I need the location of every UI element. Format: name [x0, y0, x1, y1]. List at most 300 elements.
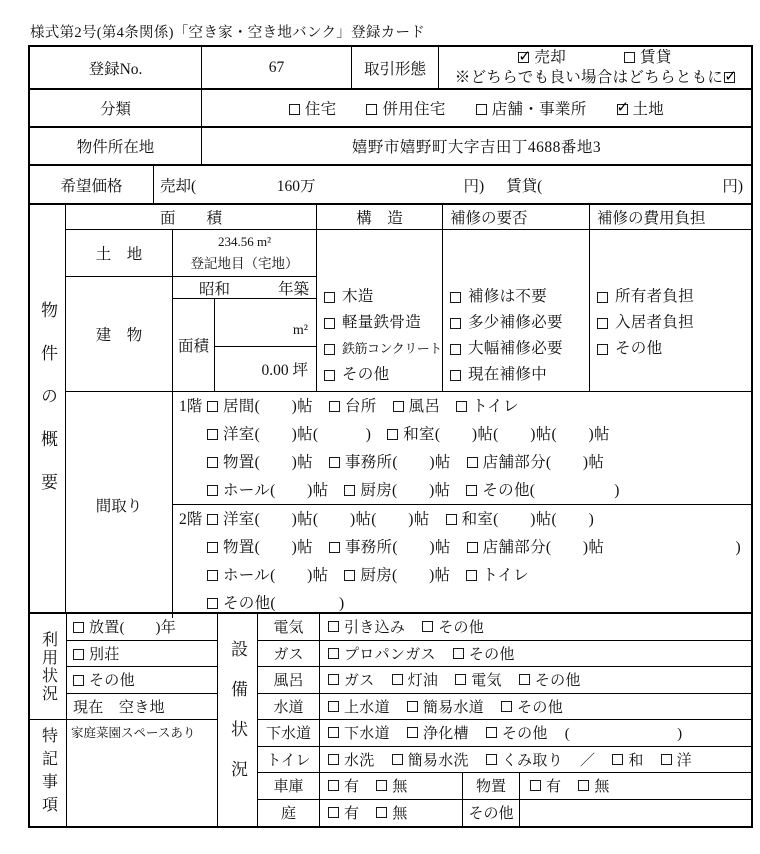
- repair-options: [443, 230, 590, 392]
- row-location: [30, 128, 751, 166]
- floor2-label: 2階: [179, 511, 203, 528]
- bath-electric-checkbox[interactable]: [455, 674, 466, 685]
- combined-residence-label: 併用住宅: [382, 101, 446, 118]
- japanese-room-option: [446, 506, 594, 534]
- room-other-checkbox[interactable]: [466, 485, 477, 496]
- header-area: 面 積: [66, 205, 317, 230]
- usage-other-checkbox[interactable]: [73, 675, 84, 686]
- light-steel-checkbox[interactable]: [324, 318, 335, 329]
- garden-no-label: 無: [392, 806, 408, 823]
- notes-section-label-text: 特記事項: [39, 727, 57, 819]
- simple-flush-label: 簡易水洗: [407, 752, 469, 769]
- simple-flush-option: [392, 749, 469, 770]
- floor2-block: [173, 505, 751, 618]
- shop-office-option: [476, 97, 587, 119]
- light-steel-option: [324, 310, 442, 336]
- storage-option: [207, 449, 313, 477]
- power-connected-label: 引き込み: [344, 620, 406, 637]
- sewer-option: [328, 722, 390, 743]
- garden-yes-label: 有: [344, 806, 360, 823]
- header-repair-cost: 補修の費用負担: [590, 205, 751, 230]
- western-room-option: [207, 421, 371, 449]
- toilet-label: トイレ: [472, 398, 519, 415]
- outline-section-label: [30, 205, 66, 612]
- form-table: [28, 45, 753, 828]
- storage-label: 物置( )帖: [223, 454, 313, 471]
- usage-item-other: [67, 667, 218, 694]
- hall-label: ホール( )帖: [223, 567, 329, 584]
- facility-name-garage: 車庫: [258, 773, 320, 800]
- floor1-lines: [207, 393, 751, 504]
- japanese-room-option: [387, 421, 610, 449]
- living-room-checkbox[interactable]: [207, 401, 218, 412]
- toilet-option: [456, 393, 519, 421]
- reinforced-concrete-option: [324, 336, 442, 362]
- storage-option: [207, 534, 313, 562]
- public-water-checkbox[interactable]: [328, 701, 339, 712]
- toilet-option: [466, 562, 529, 590]
- building-area-label: 面積: [173, 299, 215, 392]
- combined-residence-option: [366, 97, 445, 119]
- room-other-label: その他( ): [223, 595, 345, 612]
- facility-options-gas: [320, 641, 751, 668]
- garden-no-checkbox[interactable]: [376, 807, 387, 818]
- notes-content: 家庭菜園スペースあり: [67, 720, 218, 826]
- cost-other-option: [597, 336, 751, 362]
- toilet-label: トイレ: [482, 567, 529, 584]
- shop-part-label: 店舗部分( )帖: [482, 539, 605, 556]
- septic-tank-option: [407, 722, 469, 743]
- price-sale-close: 円): [463, 177, 485, 195]
- sewer-other-checkbox[interactable]: [486, 727, 497, 738]
- propane-gas-option: [328, 643, 436, 664]
- floor-plan-label: 間取り: [66, 392, 173, 618]
- pit-toilet-checkbox[interactable]: [486, 754, 497, 765]
- reg-no-label: 登録No.: [30, 47, 202, 88]
- western-style-label: 洋: [676, 752, 692, 769]
- japanese-style-checkbox[interactable]: [612, 754, 623, 765]
- tenant-pays-option: [597, 310, 751, 336]
- garden-yes-option: [328, 802, 359, 823]
- rent-label: 賃貸: [640, 48, 672, 66]
- water-other-option: [501, 696, 563, 717]
- shed-yes-option: [530, 775, 561, 796]
- facilities-section-label-text: 設備状況: [228, 640, 247, 800]
- bath-label: 風呂: [408, 398, 441, 415]
- usage-item-villa: [67, 641, 218, 668]
- abandoned-years-checkbox[interactable]: [73, 622, 84, 633]
- bath-electric-label: 電気: [471, 673, 502, 690]
- western-room-option: [207, 506, 430, 534]
- water-other-checkbox[interactable]: [501, 701, 512, 712]
- deal-type-options: [439, 47, 751, 88]
- stray-paren-label: ): [735, 539, 741, 556]
- under-repair-option: [450, 362, 589, 388]
- flush-toilet-option: [328, 749, 375, 770]
- land-label: 土 地: [66, 230, 173, 277]
- sewer-other-option: [486, 722, 548, 743]
- header-structure: 構 造: [317, 205, 443, 230]
- major-repair-checkbox[interactable]: [450, 344, 461, 355]
- simple-flush-checkbox[interactable]: [392, 754, 403, 765]
- sewer-other-detail-option: [565, 722, 683, 743]
- public-water-option: [328, 696, 390, 717]
- pit-toilet-label: くみ取り: [501, 752, 564, 769]
- facility-options-electricity: [320, 614, 751, 641]
- facility-name-garden: 庭: [258, 800, 320, 827]
- commercial-kitchen-checkbox[interactable]: [344, 570, 355, 581]
- section-usage-facilities: [30, 614, 751, 826]
- villa-checkbox[interactable]: [73, 649, 84, 660]
- living-room-option: [207, 393, 313, 421]
- kitchen-option: [329, 393, 377, 421]
- owner-pays-option: [597, 284, 751, 310]
- japanese-room-label: 和室( )帖( ): [461, 511, 595, 528]
- building-area-tsubo: 0.00 坪: [215, 347, 317, 392]
- tenant-pays-checkbox[interactable]: [597, 318, 608, 329]
- gas-other-label: その他: [468, 646, 515, 663]
- either-both-option: [723, 68, 735, 88]
- japanese-room-label: 和室( )帖( )帖( )帖: [403, 426, 610, 443]
- usage-other-label: その他: [89, 673, 135, 690]
- septic-tank-label: 浄化槽: [422, 726, 469, 743]
- residence-checkbox[interactable]: [289, 104, 300, 115]
- reinforced-concrete-label: 鉄筋コンクリート: [342, 341, 442, 356]
- facility-name-shed: 物置: [463, 773, 520, 800]
- flush-toilet-checkbox[interactable]: [328, 754, 339, 765]
- propane-gas-checkbox[interactable]: [328, 648, 339, 659]
- flush-toilet-label: 水洗: [344, 752, 375, 769]
- garage-no-option: [376, 775, 407, 796]
- public-water-label: 上水道: [344, 699, 390, 716]
- office-checkbox[interactable]: [329, 457, 340, 468]
- sewer-other-detail-label: ( ): [564, 726, 683, 743]
- bath-kerosene-checkbox[interactable]: [392, 674, 403, 685]
- floor2-line-3: [207, 562, 747, 590]
- bath-other-option: [519, 669, 581, 690]
- usage-other-option: [73, 669, 135, 690]
- tenant-pays-label: 入居者負担: [615, 314, 695, 331]
- facility-name-toilet: トイレ: [258, 747, 320, 774]
- western-style-checkbox[interactable]: [661, 754, 672, 765]
- sale-label: 売却: [534, 48, 566, 66]
- facility-options-water: [320, 694, 751, 721]
- hall-option: [207, 562, 328, 590]
- currently-vacant-lot-label: 現在 空き地: [73, 699, 165, 716]
- western-room-label: 洋室( )帖( )帖( )帖: [223, 511, 430, 528]
- price-rent-prefix: 賃貸(: [506, 177, 543, 195]
- commercial-kitchen-checkbox[interactable]: [344, 485, 355, 496]
- land-label: 土地: [632, 101, 665, 118]
- major-repair-label: 大幅補修必要: [468, 340, 563, 357]
- living-room-label: 居間( )帖: [223, 398, 313, 415]
- toilet-checkbox[interactable]: [456, 401, 467, 412]
- bath-kerosene-option: [392, 669, 439, 690]
- reinforced-concrete-checkbox[interactable]: [324, 344, 335, 355]
- office-checkbox[interactable]: [329, 542, 340, 553]
- land-value: [173, 230, 317, 277]
- shed-no-checkbox[interactable]: [578, 780, 589, 791]
- facility-options-toilet: [320, 747, 751, 774]
- shed-no-option: [578, 775, 609, 796]
- deal-note-line: [455, 68, 735, 88]
- page-title: 様式第2号(第4条関係)「空き家・空き地バンク」登録カード: [30, 25, 426, 41]
- residence-option: [289, 97, 337, 119]
- owner-pays-label: 所有者負担: [615, 288, 695, 305]
- stray-paren-option: [736, 534, 747, 562]
- gas-other-checkbox[interactable]: [453, 648, 464, 659]
- price-sale-value: 160万: [276, 177, 316, 195]
- power-other-label: その他: [438, 620, 485, 637]
- floor1-line-2: [207, 421, 747, 449]
- japanese-style-label: 和: [628, 752, 644, 769]
- shed-yes-label: 有: [546, 779, 562, 796]
- bath-gas-option: [328, 669, 375, 690]
- outline-grid: [66, 205, 751, 612]
- garden-yes-checkbox[interactable]: [328, 807, 339, 818]
- land-option: [617, 97, 665, 119]
- bath-option: [393, 393, 441, 421]
- header-repair: 補修の要否: [443, 205, 590, 230]
- shop-office-label: 店舗・事業所: [491, 101, 587, 118]
- category-options: [202, 90, 751, 126]
- usage-section-label: [30, 614, 67, 720]
- floor1-line-1: [207, 393, 747, 421]
- sewer-label: 下水道: [344, 726, 390, 743]
- sale-option: [518, 48, 566, 68]
- residence-label: 住宅: [304, 101, 337, 118]
- japanese-room-checkbox[interactable]: [387, 429, 398, 440]
- facilities-section-label: [218, 614, 258, 826]
- notes-section-label: [30, 720, 67, 826]
- some-repair-option: [450, 310, 589, 336]
- usage-item-abandoned: [67, 614, 218, 641]
- wooden-label: 木造: [342, 288, 374, 305]
- power-connected-option: [328, 616, 405, 637]
- owner-pays-checkbox[interactable]: [597, 292, 608, 303]
- hall-checkbox[interactable]: [207, 485, 218, 496]
- structure-options: [317, 230, 443, 392]
- garden-no-option: [376, 802, 407, 823]
- facility-name-other: その他: [463, 800, 520, 827]
- built-era: 昭和: [199, 280, 231, 298]
- price-label: 希望価格: [30, 166, 154, 203]
- shed-no-label: 無: [594, 779, 610, 796]
- room-other-checkbox[interactable]: [207, 598, 218, 609]
- shed-yes-checkbox[interactable]: [530, 780, 541, 791]
- some-repair-label: 多少補修必要: [468, 314, 563, 331]
- land-area-value: 234.56 m²: [217, 234, 271, 249]
- location-label: 物件所在地: [30, 128, 202, 164]
- office-label: 事務所( )帖: [344, 454, 451, 471]
- storage-checkbox[interactable]: [207, 457, 218, 468]
- japanese-style-option: [612, 749, 643, 770]
- floor1-block: [173, 392, 751, 505]
- combined-residence-checkbox[interactable]: [366, 104, 377, 115]
- row-category: [30, 90, 751, 128]
- land-registered-category: 登記地目（宅地）: [190, 256, 299, 271]
- garage-yes-checkbox[interactable]: [328, 780, 339, 791]
- simple-water-label: 簡易水道: [422, 699, 485, 716]
- deal-note-text-option: [455, 68, 723, 88]
- facility-options-sewer: [320, 720, 751, 747]
- bath-gas-checkbox[interactable]: [328, 674, 339, 685]
- bath-checkbox[interactable]: [393, 401, 404, 412]
- facility-options-garage: [320, 773, 463, 800]
- toilet-checkbox[interactable]: [466, 570, 477, 581]
- western-room-checkbox[interactable]: [207, 429, 218, 440]
- separator-label: ／: [580, 752, 596, 769]
- floor2-line-2: [207, 534, 747, 562]
- room-other-option: [466, 477, 619, 505]
- row-registration-number: [30, 47, 751, 90]
- wooden-checkbox[interactable]: [324, 292, 335, 303]
- simple-water-option: [407, 696, 484, 717]
- reg-no-value: 67: [202, 47, 352, 88]
- facility-name-sewer: 下水道: [258, 720, 320, 747]
- some-repair-checkbox[interactable]: [450, 318, 461, 329]
- category-label: 分類: [30, 90, 202, 126]
- building-built-year: [173, 277, 317, 299]
- japanese-room-checkbox[interactable]: [446, 514, 457, 525]
- repair-cost-options: [590, 230, 751, 392]
- currently-vacant-lot-option: [73, 696, 165, 717]
- bath-electric-option: [455, 669, 502, 690]
- deal-note-text-label: ※どちらでも良い場合はどちらともに: [454, 68, 724, 86]
- pit-toilet-option: [486, 749, 563, 770]
- bath-gas-label: ガス: [344, 673, 375, 690]
- sewer-checkbox[interactable]: [328, 727, 339, 738]
- facility-name-bath: 風呂: [258, 667, 320, 694]
- rent-checkbox[interactable]: [624, 52, 635, 63]
- floor1-line-3: [207, 449, 747, 477]
- price-sale-prefix: 売却(: [160, 177, 197, 195]
- western-style-option: [661, 749, 692, 770]
- shop-office-checkbox[interactable]: [476, 104, 487, 115]
- either-both-checkbox[interactable]: [724, 72, 735, 83]
- power-connected-checkbox[interactable]: [328, 621, 339, 632]
- propane-gas-label: プロパンガス: [344, 646, 436, 663]
- structure-other-label: その他: [342, 366, 390, 383]
- wooden-option: [324, 284, 442, 310]
- commercial-kitchen-label: 厨房( )帖: [360, 482, 451, 499]
- built-suffix: 年築: [277, 280, 309, 298]
- rent-option: [624, 48, 672, 68]
- facility-name-water: 水道: [258, 694, 320, 721]
- western-room-checkbox[interactable]: [207, 514, 218, 525]
- office-label: 事務所( )帖: [344, 539, 451, 556]
- no-repair-option: [450, 284, 589, 310]
- usage-item-current: [67, 694, 218, 721]
- room-other-label: その他( ): [482, 482, 620, 499]
- gas-other-option: [453, 643, 515, 664]
- deal-type-label: 取引形態: [352, 47, 439, 88]
- storage-label: 物置( )帖: [223, 539, 313, 556]
- outline-section-label-text: 物件の概要: [38, 301, 57, 516]
- facility-options-shed: [520, 773, 751, 800]
- under-repair-checkbox[interactable]: [450, 370, 461, 381]
- bath-other-label: その他: [534, 673, 581, 690]
- shop-part-checkbox[interactable]: [467, 457, 478, 468]
- facility-options-garden: [320, 800, 463, 827]
- hall-option: [207, 477, 328, 505]
- hall-checkbox[interactable]: [207, 570, 218, 581]
- sale-checkbox[interactable]: [518, 52, 529, 63]
- building-label: 建 物: [66, 277, 173, 392]
- under-repair-label: 現在補修中: [468, 366, 548, 383]
- office-option: [329, 449, 451, 477]
- structure-other-option: [324, 362, 442, 388]
- major-repair-option: [450, 336, 589, 362]
- garage-no-checkbox[interactable]: [376, 780, 387, 791]
- facility-name-gas: ガス: [258, 641, 320, 668]
- price-rent-close: 円): [722, 177, 743, 195]
- floor1-line-4: [207, 477, 747, 505]
- hall-label: ホール( )帖: [223, 482, 329, 499]
- shop-part-option: [467, 534, 605, 562]
- floor1-label: 1階: [179, 398, 203, 415]
- shop-part-checkbox[interactable]: [467, 542, 478, 553]
- no-repair-label: 補修は不要: [468, 288, 548, 305]
- facility-options-other-blank: [520, 800, 751, 827]
- cost-other-label: その他: [615, 340, 663, 357]
- section-property-outline: [30, 205, 751, 614]
- kitchen-checkbox[interactable]: [329, 401, 340, 412]
- commercial-kitchen-option: [344, 562, 450, 590]
- commercial-kitchen-option: [344, 477, 450, 505]
- location-value: 嬉野市嬉野町大字吉田丁4688番地3: [351, 139, 602, 156]
- western-room-label: 洋室( )帖( ): [223, 426, 372, 443]
- bath-other-checkbox[interactable]: [519, 674, 530, 685]
- garage-yes-label: 有: [344, 779, 360, 796]
- row-price: [30, 166, 751, 205]
- bath-kerosene-label: 灯油: [407, 673, 439, 690]
- villa-label: 別荘: [89, 646, 120, 663]
- abandoned-years-option: [73, 616, 176, 637]
- septic-tank-checkbox[interactable]: [407, 727, 418, 738]
- commercial-kitchen-label: 厨房( )帖: [360, 567, 451, 584]
- sewer-other-label: その他: [501, 726, 548, 743]
- water-other-label: その他: [517, 699, 564, 716]
- power-other-checkbox[interactable]: [422, 621, 433, 632]
- villa-option: [73, 643, 120, 664]
- facility-options-bath: [320, 667, 751, 694]
- building-area-sqm: m²: [215, 299, 317, 347]
- power-other-option: [422, 616, 484, 637]
- no-repair-checkbox[interactable]: [450, 292, 461, 303]
- garage-no-label: 無: [392, 779, 408, 796]
- price-content: [154, 166, 751, 203]
- garage-yes-option: [328, 775, 359, 796]
- floor2-line-1: [207, 506, 747, 534]
- shop-part-label: 店舗部分( )帖: [482, 454, 605, 471]
- abandoned-years-label: 放置( )年: [89, 620, 177, 637]
- usage-section-label-text: 利用状況: [39, 630, 57, 703]
- office-option: [329, 534, 451, 562]
- storage-checkbox[interactable]: [207, 542, 218, 553]
- land-checkbox[interactable]: [617, 104, 628, 115]
- simple-water-checkbox[interactable]: [407, 701, 418, 712]
- separator-option: [580, 749, 595, 770]
- shop-part-option: [467, 449, 605, 477]
- facility-name-electricity: 電気: [258, 614, 320, 641]
- light-steel-label: 軽量鉄骨造: [342, 314, 422, 331]
- floor2-lines: [207, 506, 751, 618]
- structure-other-checkbox[interactable]: [324, 370, 335, 381]
- kitchen-label: 台所: [344, 398, 377, 415]
- cost-other-checkbox[interactable]: [597, 344, 608, 355]
- deal-options-line: [518, 48, 671, 68]
